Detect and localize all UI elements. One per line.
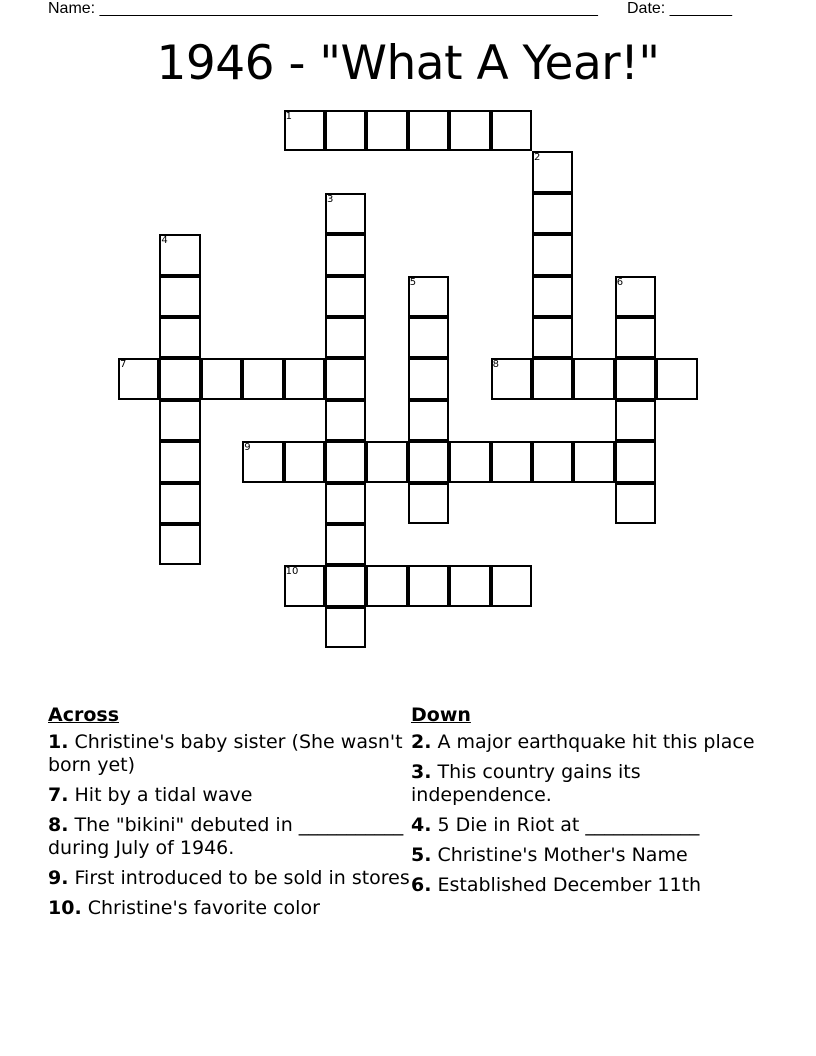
grid-cell[interactable] [325, 193, 366, 234]
grid-cell[interactable] [532, 151, 573, 192]
grid-cell[interactable] [532, 441, 573, 482]
across-heading: Across [48, 704, 120, 726]
grid-cell[interactable] [159, 317, 200, 358]
cell-number: 7 [120, 359, 127, 371]
grid-cell[interactable] [532, 193, 573, 234]
grid-cell[interactable] [615, 276, 656, 317]
clue-across-8: 8. The "bikini" debuted in ___________ during July of 1946. [48, 814, 404, 859]
grid-cell[interactable] [408, 110, 449, 151]
grid-cell[interactable] [159, 276, 200, 317]
grid-cell[interactable] [615, 483, 656, 524]
cell-number: 4 [161, 235, 168, 247]
clue-down-2: 2. A major earthquake hit this place [411, 731, 755, 753]
cell-number: 5 [409, 276, 417, 288]
grid-cell[interactable] [284, 441, 325, 482]
grid-cell[interactable] [201, 358, 242, 399]
grid-cell[interactable] [408, 276, 449, 317]
clue-down-4: 4. 5 Die in Riot at ____________ [411, 814, 700, 836]
date-field-label: Date: _______ [627, 0, 732, 17]
grid-cell[interactable] [242, 441, 283, 482]
cell-number: 1 [285, 111, 292, 122]
grid-cell[interactable] [159, 441, 200, 482]
page-title: 1946 - "What A Year!" [156, 36, 660, 91]
grid-cell[interactable] [284, 565, 325, 606]
grid-cell[interactable] [408, 317, 449, 358]
grid-cell[interactable] [408, 441, 449, 482]
grid-cell[interactable] [615, 400, 656, 441]
grid-cell[interactable] [325, 524, 366, 565]
grid-cell[interactable] [615, 317, 656, 358]
grid-cell[interactable] [325, 607, 366, 648]
grid-cell[interactable] [491, 441, 532, 482]
grid-cell[interactable] [325, 276, 366, 317]
grid-cell[interactable] [615, 358, 656, 399]
grid-cell[interactable] [532, 234, 573, 275]
grid-cell[interactable] [532, 358, 573, 399]
grid-cell[interactable] [325, 317, 366, 358]
grid-cell[interactable] [325, 441, 366, 482]
grid-cell[interactable] [656, 358, 697, 399]
grid-cell[interactable] [408, 483, 449, 524]
grid-cell[interactable] [573, 441, 614, 482]
grid-cell[interactable] [159, 358, 200, 399]
grid-cell[interactable] [449, 441, 490, 482]
clue-down-6: 6. Established December 11th [411, 874, 702, 896]
grid-cell[interactable] [159, 483, 200, 524]
grid-cell[interactable] [491, 358, 532, 399]
grid-cell[interactable] [325, 358, 366, 399]
clue-across-10: 10. Christine's favorite color [48, 897, 320, 919]
clue-across-9: 9. First introduced to be sold in stores [48, 867, 410, 889]
grid-cell[interactable] [408, 565, 449, 606]
cell-number: 9 [244, 442, 251, 454]
grid-cell[interactable] [325, 483, 366, 524]
grid-cell[interactable] [159, 524, 200, 565]
grid-cell[interactable] [366, 110, 407, 151]
grid-cell[interactable] [325, 110, 366, 151]
grid-cell[interactable] [159, 400, 200, 441]
grid-cell[interactable] [491, 565, 532, 606]
grid-cell[interactable] [532, 276, 573, 317]
grid-cell[interactable] [408, 358, 449, 399]
cell-number: 2 [534, 152, 541, 164]
cell-number: 3 [327, 193, 334, 205]
grid-cell[interactable] [159, 234, 200, 275]
grid-cell[interactable] [408, 400, 449, 441]
cell-number: 6 [616, 276, 624, 288]
grid-cell[interactable] [284, 358, 325, 399]
clue-across-7: 7. Hit by a tidal wave [48, 784, 253, 806]
grid-cell[interactable] [242, 358, 283, 399]
down-clues [411, 703, 771, 904]
grid-cell[interactable] [284, 110, 325, 151]
grid-cell[interactable] [449, 565, 490, 606]
across-clues [48, 703, 418, 927]
grid-cell[interactable] [366, 441, 407, 482]
grid-cell[interactable] [532, 317, 573, 358]
down-heading: Down [411, 704, 471, 726]
grid-cell[interactable] [491, 110, 532, 151]
grid-cell[interactable] [325, 234, 366, 275]
name-field-label: Name: ________________________________________________________ [48, 0, 598, 17]
cell-number: 8 [492, 359, 499, 371]
clue-across-1: 1. Christine's baby sister (She wasn't born yet) [48, 731, 403, 776]
clue-down-3: 3. This country gains its independence. [411, 761, 641, 806]
grid-cell[interactable] [449, 110, 490, 151]
grid-cell[interactable] [325, 400, 366, 441]
grid-cell[interactable] [325, 565, 366, 606]
clue-down-5: 5. Christine's Mother's Name [411, 844, 688, 866]
cell-number: 10 [285, 566, 299, 578]
grid-cell[interactable] [573, 358, 614, 399]
grid-cell[interactable] [615, 441, 656, 482]
grid-cell[interactable] [118, 358, 159, 399]
grid-cell[interactable] [366, 565, 407, 606]
